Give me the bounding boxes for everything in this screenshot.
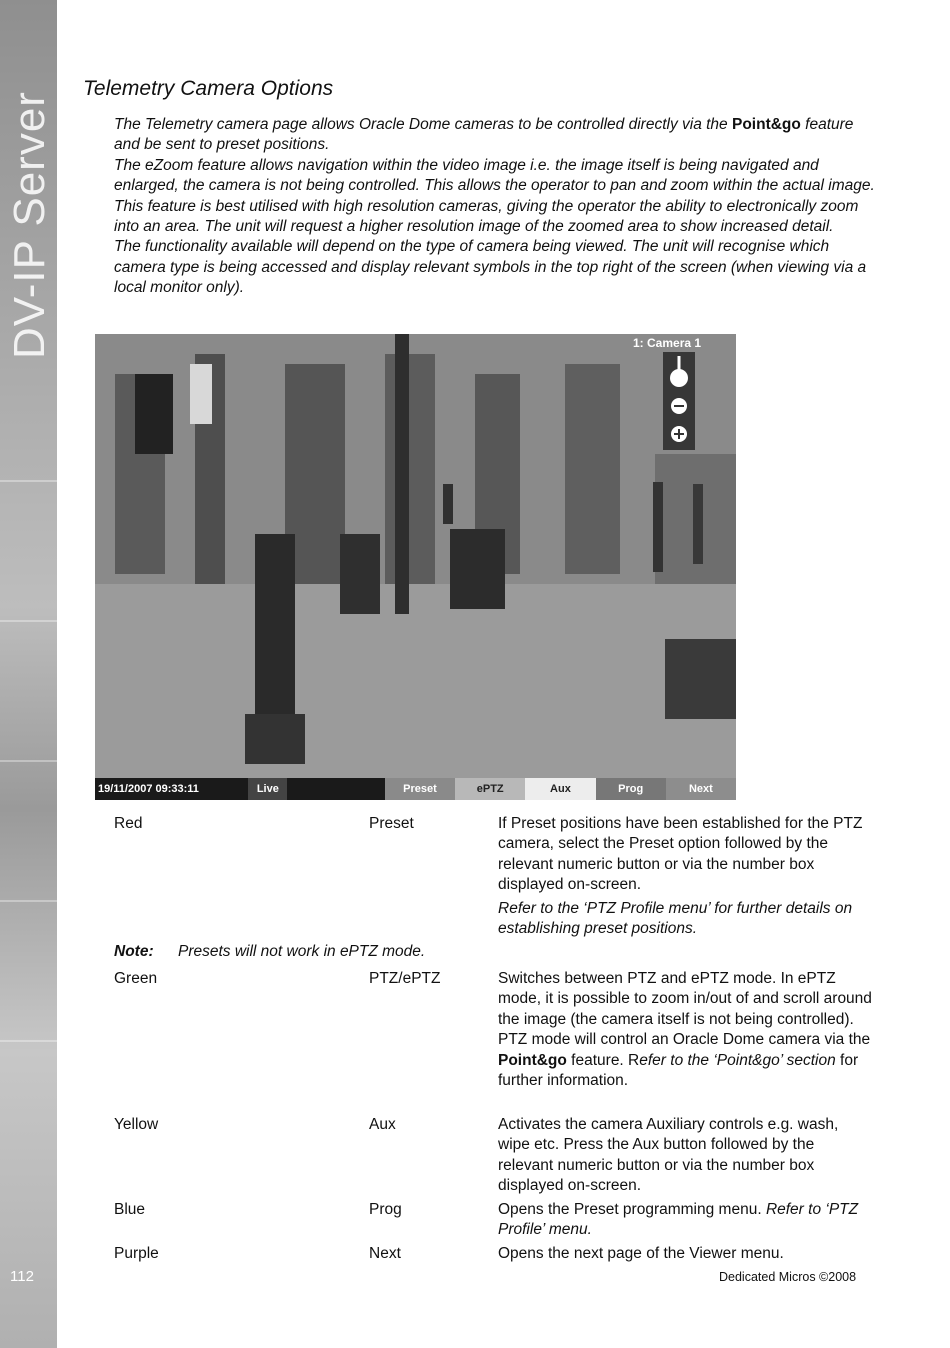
note [114,943,425,961]
note-label: Note: [114,943,154,960]
row-green-button: PTZ/ePTZ [369,970,441,987]
zoom-in-icon[interactable] [671,426,687,442]
osd-toolbar [95,778,736,800]
intro-paragraph-2: The eZoom feature allows navigation within the video image i.e. the image itself is being navigated and enlarged, the camera is not being controlled. This allows the operator to pan and zoom within the actual image. This feature is best utilised with high resolution cameras, giving the operator the ability to electronically zoom into an area. The unit will request a higher resolution image of the zoomed area to show increased detail. [114,156,875,236]
row-purple-description: Opens the next page of the Viewer menu. [498,1245,784,1262]
row-green-color: Green [114,970,158,987]
note-text: Presets will not work in ePTZ mode. [178,943,426,960]
prog-button[interactable]: Prog [596,778,666,800]
row-green-description: Switches between PTZ and ePTZ mode. In ePTZ mode, it is possible to zoom in/out of and scroll around the image (the camera itself is not being controlled). PTZ mode will control an Oracle Dome camera via the Point&go feature. Refer to the ‘Point&go’ section for further information. [498,970,872,1090]
street-scene-image [95,334,736,778]
camera-screenshot [95,334,736,800]
live-indicator: Live [248,778,287,800]
row-yellow-color: Yellow [114,1116,159,1133]
eptz-button[interactable]: ePTZ [455,778,525,800]
zoom-out-icon[interactable] [671,398,687,414]
intro-text [114,115,879,299]
footer-copyright: Dedicated Micros ©2008 [719,1270,857,1284]
row-yellow-button: Aux [369,1116,396,1133]
row-blue-color: Blue [114,1201,146,1218]
preset-button[interactable]: Preset [385,778,455,800]
intro-paragraph-3: The functionality available will depend on the type of camera being viewed. The unit will recognise which camera type is being accessed and display relevant symbols in the top right of the screen (when viewing via a local monitor only). [114,238,867,297]
brand-text: DV-IP Server [5,91,54,359]
sidebar-banner [0,0,57,1348]
row-yellow-description: Activates the camera Auxiliary controls e.g. wash, wipe etc. Press the Aux button followed by the relevant numeric button or via the number box displayed on-screen. [498,1116,839,1195]
row-blue-button: Prog [369,1201,402,1218]
page-number: 112 [10,1268,34,1285]
row-purple-color: Purple [114,1245,159,1262]
row-red-button: Preset [369,815,414,832]
ptz-symbols-panel [663,352,695,450]
aux-button[interactable]: Aux [525,778,595,800]
page-title: Telemetry Camera Options [83,77,334,100]
next-button[interactable]: Next [666,778,736,800]
row-red-description: If Preset positions have been established for the PTZ camera, select the Preset option followed by the relevant numeric button or via the number box displayed on-screen. [498,815,863,894]
datetime-display: 19/11/2007 09:33:11 [98,783,199,795]
row-red-color: Red [114,815,143,832]
row-purple-button: Next [369,1245,401,1262]
intro-paragraph-1: The Telemetry camera page allows Oracle Dome cameras to be controlled directly via the Point&go feature and be sent to preset positions. [114,116,854,154]
row-blue-description: Opens the Preset programming menu. Refer to ‘PTZ Profile’ menu. [498,1201,859,1239]
camera-label: 1: Camera 1 [633,336,702,350]
row-red-reference: Refer to the ‘PTZ Profile menu’ for further details on establishing preset positions. [498,900,853,938]
dome-camera-icon [670,356,688,387]
